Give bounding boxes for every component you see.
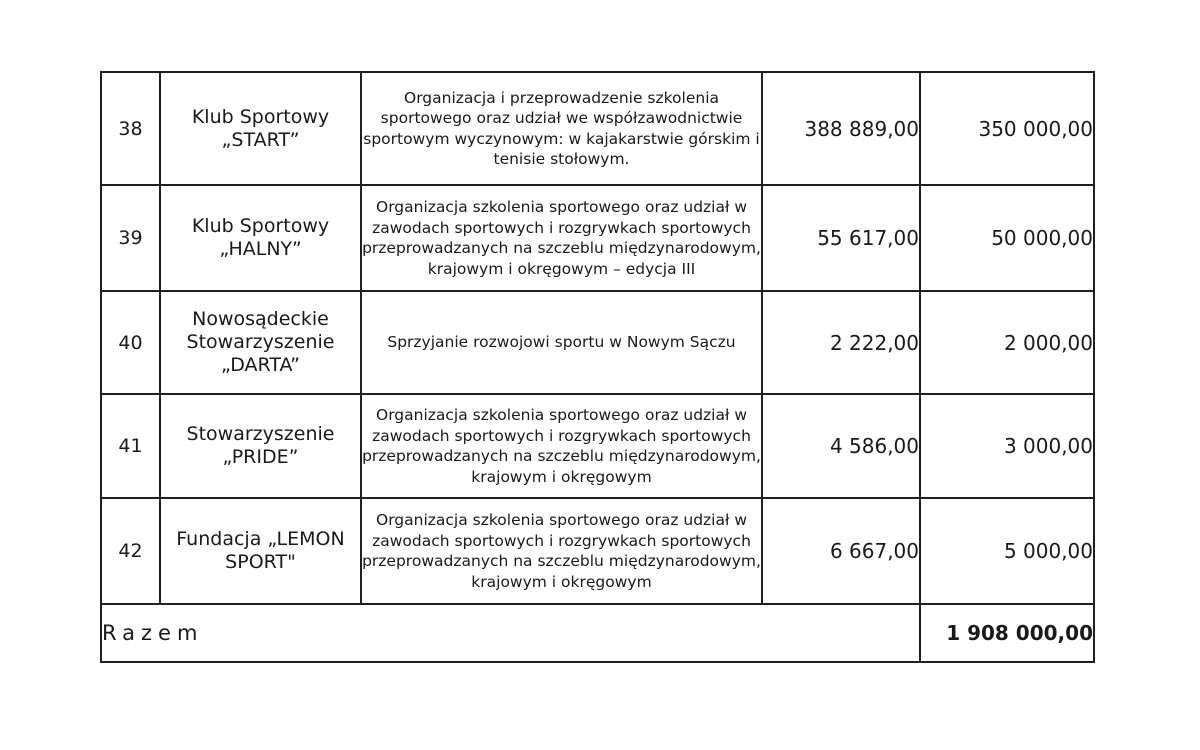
grant-table <box>100 71 1095 663</box>
granted-amount: 50 000,00 <box>920 185 1094 291</box>
total-row <box>101 604 1094 662</box>
total-value: 1 908 000,00 <box>920 604 1094 662</box>
task-description: Organizacja i przeprowadzenie szkolenia sportowego oraz udział we współzawodnictwie sportowym wyczynowym: w kajakarstwie górskim i tenisie stołowym. <box>361 72 762 185</box>
task-description: Organizacja szkolenia sportowego oraz udział w zawodach sportowych i rozgrywkach sportowych przeprowadzanych na szczeblu międzynarodowym, krajowym i okręgowym <box>361 394 762 498</box>
requested-amount: 6 667,00 <box>762 498 920 604</box>
organization-name: Fundacja „LEMON SPORT" <box>160 498 361 604</box>
row-number: 42 <box>101 498 160 604</box>
granted-amount: 350 000,00 <box>920 72 1094 185</box>
table-row <box>101 291 1094 394</box>
organization-name: Nowosądeckie Stowarzyszenie „DARTA” <box>160 291 361 394</box>
requested-amount: 55 617,00 <box>762 185 920 291</box>
total-label: Razem <box>101 604 920 662</box>
row-number: 39 <box>101 185 160 291</box>
table-row <box>101 498 1094 604</box>
table-row <box>101 394 1094 498</box>
organization-name: Stowarzyszenie „PRIDE” <box>160 394 361 498</box>
task-description: Organizacja szkolenia sportowego oraz udział w zawodach sportowych i rozgrywkach sportowych przeprowadzanych na szczeblu międzynarodowym, krajowym i okręgowym <box>361 498 762 604</box>
requested-amount: 388 889,00 <box>762 72 920 185</box>
task-description: Organizacja szkolenia sportowego oraz udział w zawodach sportowych i rozgrywkach sportowych przeprowadzanych na szczeblu międzynarodowym, krajowym i okręgowym – edycja III <box>361 185 762 291</box>
organization-name: Klub Sportowy „START” <box>160 72 361 185</box>
table-row <box>101 185 1094 291</box>
row-number: 40 <box>101 291 160 394</box>
requested-amount: 2 222,00 <box>762 291 920 394</box>
granted-amount: 2 000,00 <box>920 291 1094 394</box>
table-row <box>101 72 1094 185</box>
row-number: 41 <box>101 394 160 498</box>
organization-name: Klub Sportowy „HALNY” <box>160 185 361 291</box>
task-description: Sprzyjanie rozwojowi sportu w Nowym Sączu <box>361 291 762 394</box>
requested-amount: 4 586,00 <box>762 394 920 498</box>
row-number: 38 <box>101 72 160 185</box>
granted-amount: 3 000,00 <box>920 394 1094 498</box>
granted-amount: 5 000,00 <box>920 498 1094 604</box>
